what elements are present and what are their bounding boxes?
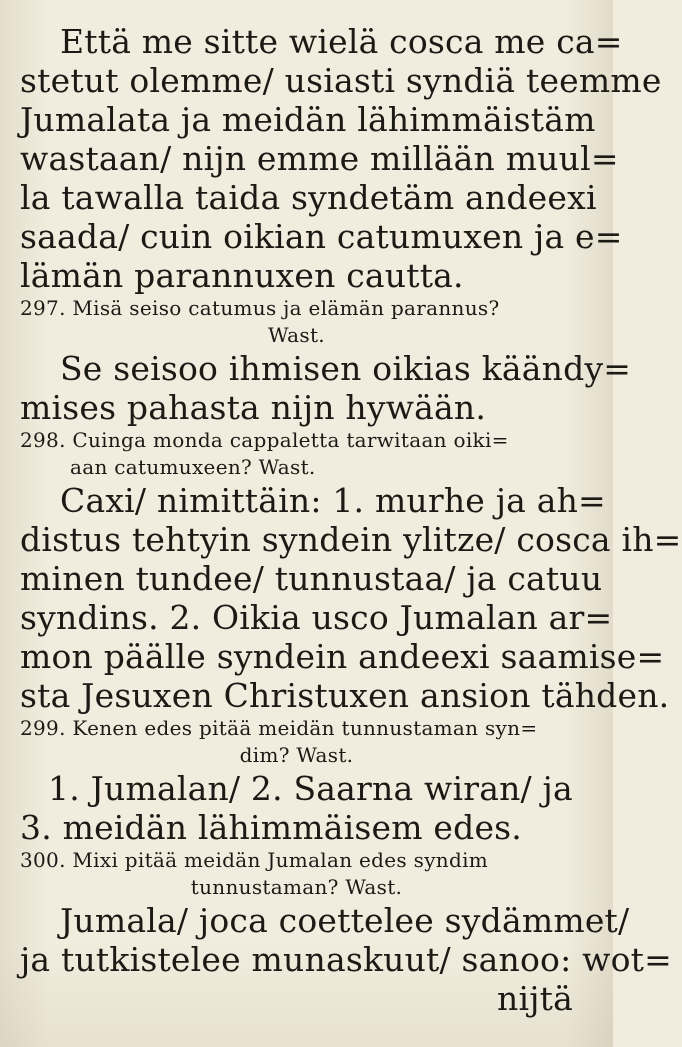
question-line: tunnustaman? Wast. — [190, 875, 403, 899]
text-line: Caxi/ nimittäin: 1. murhe ja ah= — [60, 481, 606, 520]
text-line: Että me sitte wielä cosca me ca= — [60, 22, 623, 61]
question-line: 298. Cuinga monda cappaletta tarwitaan oiki= — [20, 428, 509, 452]
text-line: syndins. 2. Oikia usco Jumalan ar= — [20, 598, 613, 637]
question-line: dim? Wast. — [239, 743, 354, 767]
text-line: nijtä — [497, 979, 573, 1018]
text-line: ja tutkistelee munaskuut/ sanoo: wot= — [20, 940, 672, 979]
question-line: 297. Misä seiso catumus ja elämän parannus? — [20, 296, 500, 320]
text-line: 1. Jumalan/ 2. Saarna wiran/ ja — [48, 769, 573, 808]
question-line: 300. Mixi pitää meidän Jumalan edes syndim — [20, 848, 489, 872]
text-line: distus tehtyin syndein ylitze/ cosca ih= — [20, 520, 682, 559]
text-line: Jumalata ja meidän lähimmäistäm — [20, 100, 596, 139]
text-line: sta Jesuxen Christuxen ansion tähden. — [20, 676, 670, 715]
question-line: aan catumuxeen? Wast. — [70, 455, 316, 479]
text-line: wastaan/ nijn emme millään muul= — [20, 139, 619, 178]
text-line: Se seisoo ihmisen oikias käändy= — [60, 349, 632, 388]
question-line: 299. Kenen edes pitää meidän tunnustaman syn= — [20, 716, 538, 740]
question-line: Wast. — [268, 323, 325, 347]
text-line: mises pahasta nijn hywään. — [20, 388, 487, 427]
text-line: lämän parannuxen cautta. — [20, 256, 464, 295]
text-line: stetut olemme/ usiasti syndiä teemme — [20, 61, 662, 100]
text-line: minen tundee/ tunnustaa/ ja catuu — [20, 559, 603, 598]
text-line: Jumala/ joca coettelee sydämmet/ — [60, 901, 630, 940]
text-line: mon päälle syndein andeexi saamise= — [20, 637, 665, 676]
text-line: 3. meidän lähimmäisem edes. — [20, 808, 522, 847]
text-line: saada/ cuin oikian catumuxen ja e= — [20, 217, 623, 256]
text-line: la tawalla taida syndetäm andeexi — [20, 178, 597, 217]
